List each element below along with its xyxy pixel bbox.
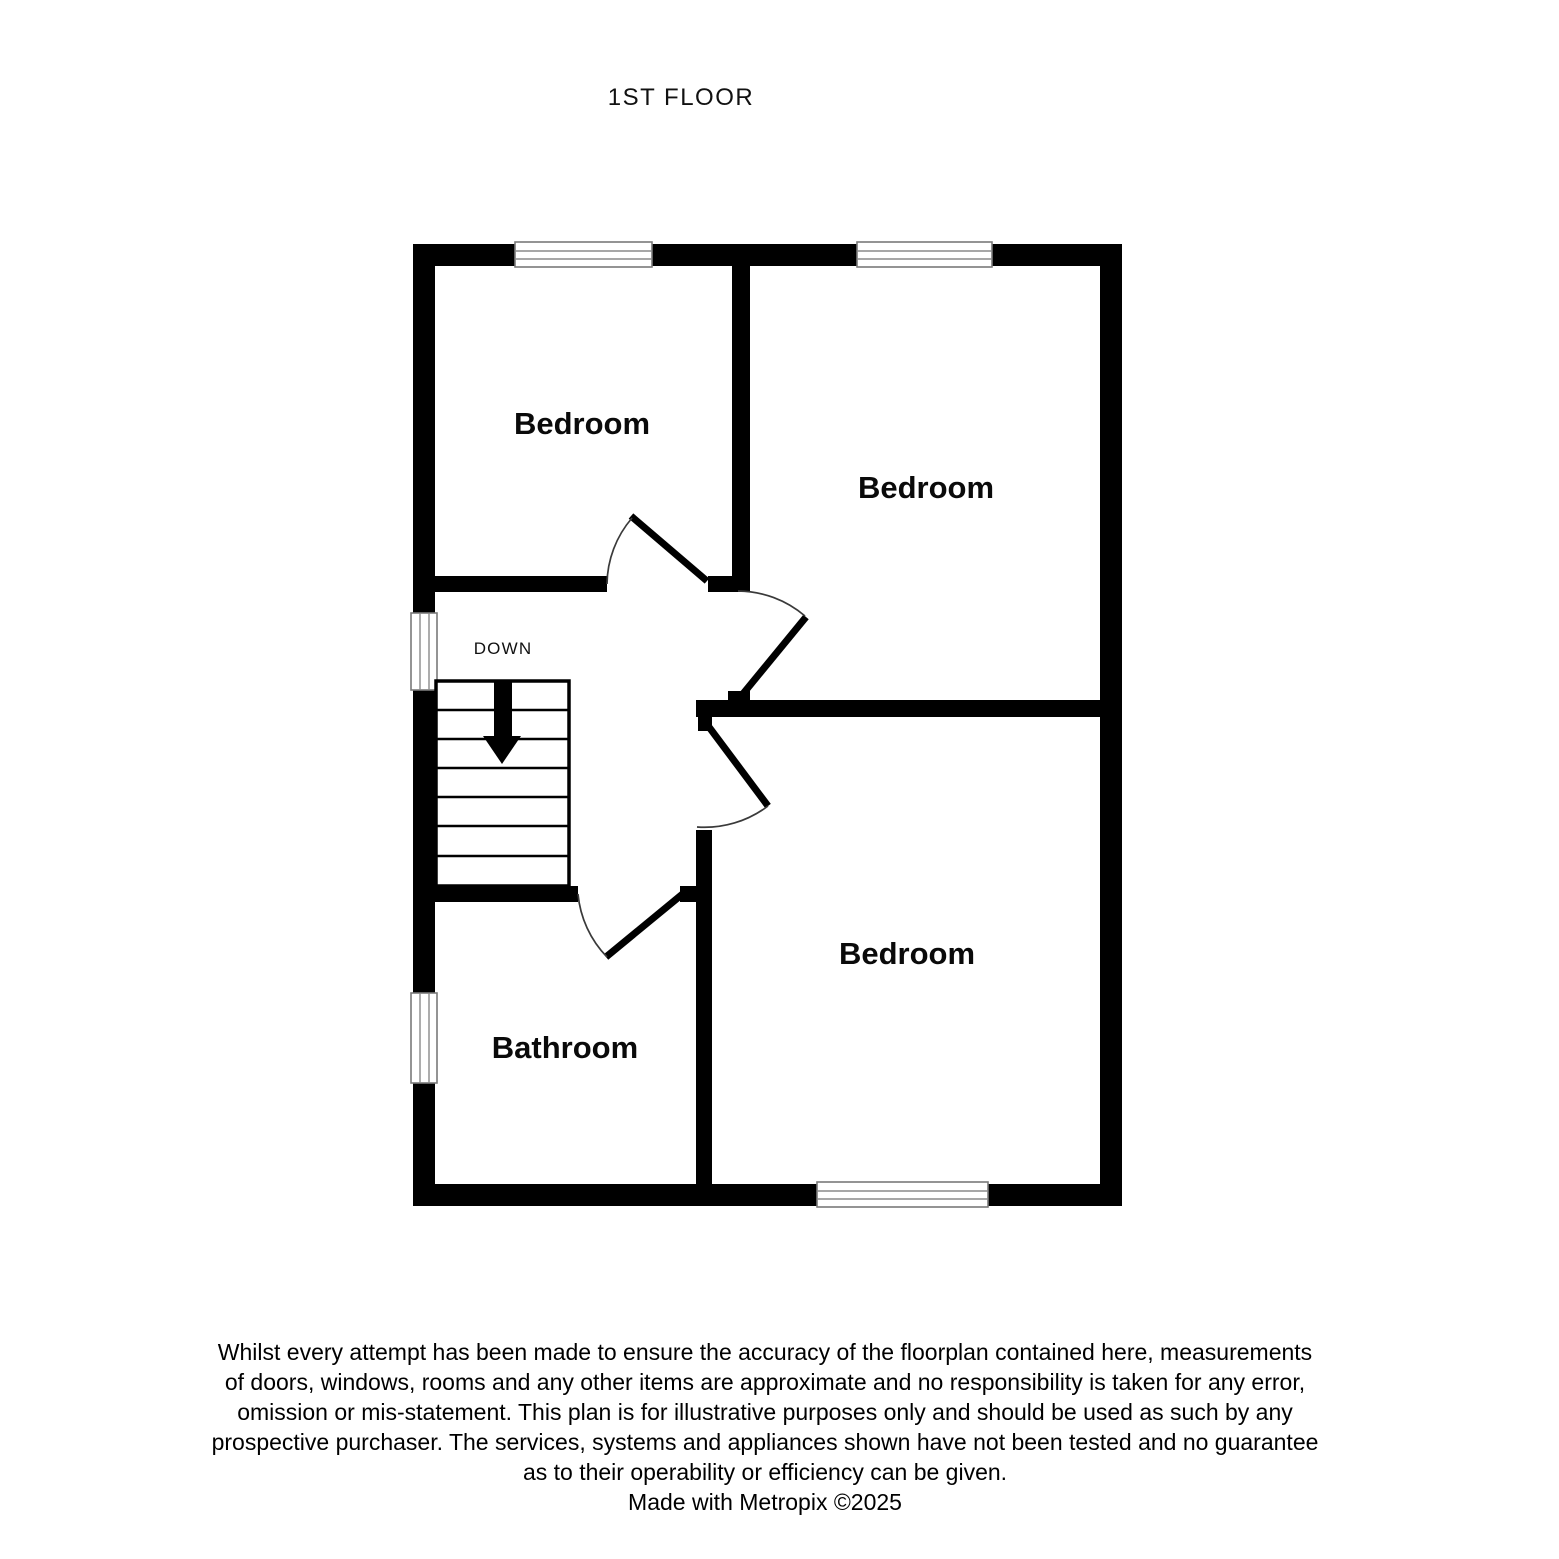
- door-bedroom1: [607, 516, 707, 584]
- window-left-bathroom: [411, 993, 437, 1083]
- room-label-bedroom-2: Bedroom: [857, 470, 995, 505]
- room-label-bedroom-1: Bedroom: [513, 406, 651, 441]
- wall-bathroom-top: [413, 886, 578, 902]
- disclaimer-line: as to their operability or efficiency can be given.: [522, 1459, 1008, 1485]
- door-bathroom: [578, 892, 685, 957]
- floor-title: 1ST FLOOR: [607, 84, 755, 111]
- window-bottom: [817, 1182, 988, 1207]
- disclaimer-line: prospective purchaser. The services, systems and appliances shown have not been tested and no guarantee: [211, 1429, 1319, 1455]
- wall-right: [1100, 244, 1122, 1206]
- window-left-landing: [411, 613, 437, 690]
- stairs-down-label: DOWN: [473, 639, 533, 658]
- wall-bedroom3-top: [696, 700, 1100, 717]
- disclaimer-block: [0, 1337, 1530, 1517]
- window-top-left: [515, 242, 652, 267]
- staircase: [436, 681, 569, 886]
- disclaimer-line: omission or mis-statement. This plan is for illustrative purposes only and should be used as such by any: [237, 1399, 1293, 1425]
- door-bedroom2: [738, 591, 806, 695]
- credit-line: Made with Metropix ©2025: [628, 1489, 902, 1515]
- disclaimer-line: of doors, windows, rooms and any other items are approximate and no responsibility is taken for any error,: [224, 1369, 1306, 1395]
- wall-between-bedrooms: [732, 266, 750, 592]
- window-top-right: [857, 242, 992, 267]
- door-bedroom3: [697, 723, 768, 827]
- wall-bottom: [413, 1184, 1122, 1206]
- disclaimer-line: Whilst every attempt has been made to ensure the accuracy of the floorplan contained here, measurements: [217, 1339, 1313, 1365]
- wall-bedroom1-bottom: [413, 576, 607, 592]
- room-label-bedroom-3: Bedroom: [838, 936, 976, 971]
- wall-bathroom-right: [696, 830, 712, 1186]
- room-label-bathroom: Bathroom: [491, 1030, 639, 1065]
